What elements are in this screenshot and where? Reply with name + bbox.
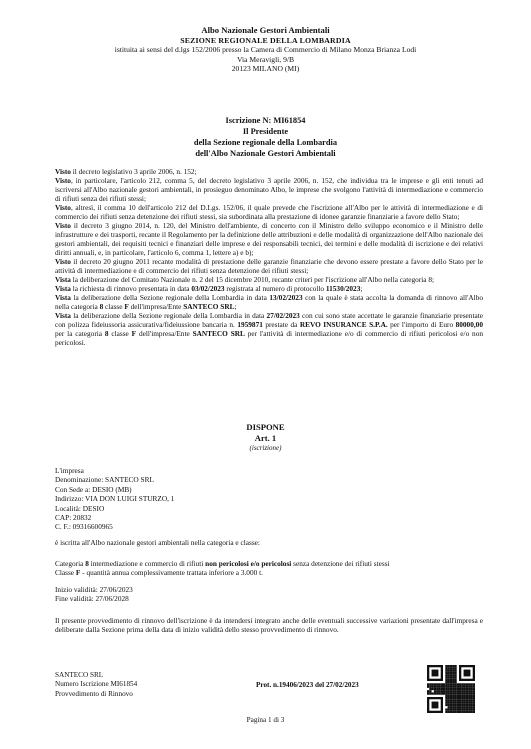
title-line2: della Sezione regionale della Lombardia bbox=[193, 138, 338, 147]
visto-paragraph: Visto il decreto 3 giugno 2014, n. 120, del Ministro dell'ambiente, di concerto con il Ministro dello sviluppo economico e il Ministro delle infrastrutture e dei trasporti, recante il Regolamento per la definizione delle attribuzioni e delle modalità di organizzazione dell'Albo nazionale dei gestori ambientali, dei requisiti tecnici e finanziari delle imprese e dei responsabili tecnici, dei termini e delle modalità di iscrizione e dei relativi diritti annuali, e, in particolare, l'articolo 6, comma 1, lettere a) e b); bbox=[55, 221, 483, 257]
header-org: Albo Nazionale Gestori Ambientali bbox=[201, 25, 330, 35]
footer-type: Provvedimento di Rinnovo bbox=[55, 689, 133, 698]
title-block bbox=[0, 115, 531, 159]
visto-paragraph: Visto, altresì, il comma 10 dell'articolo 212 del D.Lgs. 152/06, il quale prevede che l'iscrizione all'Albo per le attività di intermediazione e di commercio dei rifiuti senza detenzione dei rifiuti stessi, sia subordinata alla prestazione di idonee garanzie finanziarie a favore dello Stato; bbox=[55, 203, 483, 221]
impresa-line: L'impresa bbox=[55, 466, 84, 475]
impresa-line: Denominazione: SANTECO SRL bbox=[55, 475, 154, 485]
visto-paragraph: Visto il decreto 20 giugno 2011 recante modalità di prestazione delle garanzie finanziarie che devono essere prestate a favore dello Stato per le attività di intermediazione e di commercio dei rifiuti senza detenzione dei rifiuti stessi; bbox=[55, 257, 483, 275]
header bbox=[0, 26, 531, 74]
footer-firm: SANTECO SRL bbox=[55, 671, 104, 679]
classe-line: Classe F - quantità annua complessivamente trattata inferiore a 3.000 t. bbox=[55, 568, 263, 578]
header-instituted: istituita ai sensi del d.lgs 152/2006 presso la Camera di Commercio di Milano Monza Brianza Lodi bbox=[114, 45, 417, 55]
impresa-line: Indirizzo: VIA DON LUIGI STURZO, 1 bbox=[55, 494, 175, 504]
footer-num: Numero Iscrizione MI61854 bbox=[55, 680, 138, 689]
iscrizione-number: Iscrizione N: MI61854 bbox=[225, 116, 306, 125]
page-indicator: Pagina 1 di 3 bbox=[246, 716, 285, 724]
qr-code-icon bbox=[427, 665, 475, 713]
article-subtitle: (iscrizione) bbox=[249, 444, 282, 452]
visto-section bbox=[55, 167, 483, 347]
footer-left bbox=[55, 671, 137, 699]
categoria-block bbox=[55, 559, 495, 578]
protocol-number: Prot. n.19406/2023 del 27/02/2023 bbox=[256, 681, 359, 689]
inizio-validita: Inizio validità: 27/06/2023 bbox=[55, 585, 133, 594]
vista-delibera-2: Vista la deliberazione della Sezione regionale della Lombardia in data 27/02/2023 con cui sono state accettate le garanzie finanziarie presentate con polizza fideiussoria assicurativa/fideiussione bancaria n. 1959871 prestate da REVO INSURANCE S.P.A. per l'importo di Euro 80000,00 per la categoria 8 classe F dell'impresa/Ente SANTECO SRL per l'attività di intermediazione e/o di commercio di rifiuti pericolosi e/o non pericolosi. bbox=[55, 311, 484, 347]
validita-block bbox=[55, 585, 495, 604]
fine-validita: Fine validità: 27/06/2028 bbox=[55, 594, 129, 604]
categoria-line: Categoria 8 intermediazione e commercio di rifiuti non pericolosi e/o pericolosi senza detenzione dei rifiuti stessi bbox=[55, 559, 390, 568]
article-title: Art. 1 bbox=[254, 433, 277, 443]
impresa-line: C. F.: 09316600965 bbox=[55, 522, 113, 532]
impresa-line: CAP: 20832 bbox=[55, 513, 92, 523]
dispone-heading bbox=[0, 422, 531, 444]
vista-richiesta: Vista la richiesta di rinnovo presentata in data 03/02/2023 registrata al numero di protocollo 11530/2023; bbox=[55, 284, 363, 293]
visto-paragraph: Visto il decreto legislativo 3 aprile 2006, n. 152; bbox=[55, 167, 197, 176]
title-line3: dell'Albo Nazionale Gestori Ambientali bbox=[195, 149, 336, 158]
header-street: Via Meravigli, 9/B bbox=[236, 54, 295, 64]
impresa-line: Con Sede a: DESIO (MB) bbox=[55, 484, 132, 494]
header-city: 20123 MILANO (MI) bbox=[231, 64, 300, 74]
vista-delibera-1: Vista la deliberazione della Sezione regionale della Lombardia in data 13/02/2023 con la quale è stata accolta la domanda di rinnovo all'Albo nella categoria 8 classe F dell'impresa/Ente SANTECO SRL; bbox=[55, 293, 483, 311]
impresa-details bbox=[55, 466, 495, 532]
iscritta-statement: è iscritta all'Albo nazionale gestori ambientali nella categoria e classe: bbox=[55, 538, 260, 547]
dispone-title: DISPONE bbox=[246, 422, 285, 432]
closing-paragraph: Il presente provvedimento di rinnovo dell'iscrizione è da intendersi integrato anche delle eventuali successive variazioni presentate dall'impresa e deliberate dalla Sezione prima della data di inizio validità dello stesso provvedimento di rinnovo. bbox=[55, 616, 483, 635]
visto-paragraph: Visto, in particolare, l'articolo 212, comma 5, del decreto legislativo 3 aprile 2006, n. 152, che individua tra le imprese e gli enti tenuti ad iscriversi all'Albo nazionale gestori ambientali, in prosieguo denominato Albo, le imprese che svolgono l'attività di intermediazione e commercio di rifiuti senza dei rifiuti stessi; bbox=[55, 176, 483, 203]
header-section: SEZIONE REGIONALE DELLA LOMBARDIA bbox=[180, 35, 351, 45]
president-title: Il Presidente bbox=[242, 127, 289, 136]
visto-paragraph: Vista la deliberazione del Comitato Nazionale n. 2 del 15 dicembre 2010, recante criteri per l'iscrizione all'Albo nella categoria 8; bbox=[55, 275, 435, 284]
impresa-line: Località: DESIO bbox=[55, 503, 105, 513]
